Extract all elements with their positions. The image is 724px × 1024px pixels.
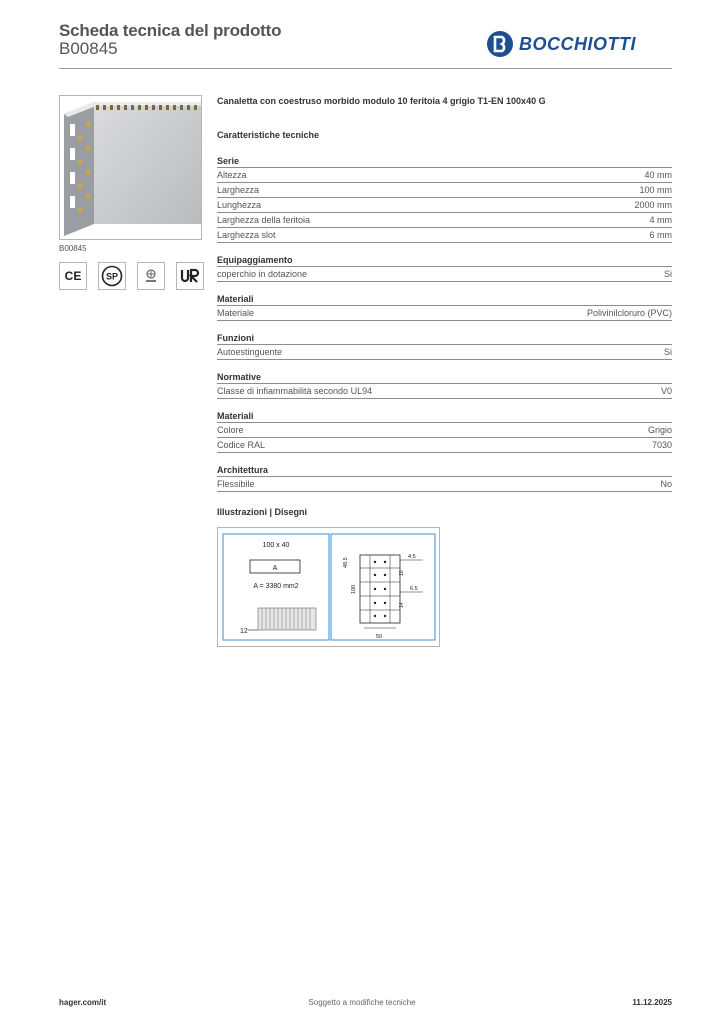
spec-value: Polivinilcloruro (PVC) bbox=[586, 308, 672, 318]
spec-label: Larghezza bbox=[217, 185, 260, 195]
spec-row bbox=[217, 423, 672, 438]
spec-row bbox=[217, 345, 672, 360]
spec-row bbox=[217, 384, 672, 399]
bottom-count-label: 12 bbox=[240, 628, 248, 635]
group-title: Materiali bbox=[217, 292, 672, 306]
spec-value: Grigio bbox=[647, 425, 672, 435]
spec-label: Classe di infiammabilità secondo UL94 bbox=[217, 386, 373, 396]
group-title: Funzioni bbox=[217, 331, 672, 345]
brand-logo bbox=[486, 29, 668, 59]
product-code: B00845 bbox=[59, 39, 118, 58]
spec-value: Si bbox=[663, 269, 672, 279]
spec-label: Materiale bbox=[217, 308, 255, 318]
dim-100-label: 100 bbox=[351, 584, 357, 594]
section-size-label: 100 x 40 bbox=[262, 542, 290, 549]
spec-label: Altezza bbox=[217, 170, 247, 180]
cert-ce-label: CE bbox=[64, 269, 82, 283]
spec-group-equipaggiamento bbox=[217, 253, 672, 282]
spec-row bbox=[217, 267, 672, 282]
spec-label: Codice RAL bbox=[217, 440, 266, 450]
group-title: Equipaggiamento bbox=[217, 253, 672, 267]
footer-website-link[interactable]: hager.com/it bbox=[59, 998, 107, 1007]
spec-group-normative bbox=[217, 370, 672, 399]
certification-marks bbox=[59, 262, 204, 290]
csa-mark-icon bbox=[98, 262, 126, 290]
spec-label: Larghezza slot bbox=[217, 230, 276, 240]
page-title: Scheda tecnica del prodotto bbox=[59, 21, 282, 40]
spec-value: 7030 bbox=[651, 440, 672, 450]
image-caption: B00845 bbox=[59, 244, 87, 253]
group-title: Serie bbox=[217, 154, 672, 168]
spec-label: coperchio in dotazione bbox=[217, 269, 308, 279]
spec-row bbox=[217, 438, 672, 453]
illustrations-heading: Illustrazioni | Disegni bbox=[217, 507, 308, 517]
dim-6-5-label: 6.5 bbox=[410, 586, 418, 592]
dim-4-5-label: 4.5 bbox=[408, 554, 416, 560]
specs-heading: Caratteristiche tecniche bbox=[217, 130, 320, 140]
spec-row bbox=[217, 168, 672, 183]
group-title: Materiali bbox=[217, 409, 672, 423]
brand-logo-icon bbox=[486, 30, 514, 58]
cable-duct-illustration bbox=[60, 96, 201, 239]
footer-date: 11.12.2025 bbox=[632, 998, 672, 1007]
spec-label: Lunghezza bbox=[217, 200, 262, 210]
spec-row bbox=[217, 183, 672, 198]
dim-14-label: 14 bbox=[399, 602, 405, 608]
spec-row bbox=[217, 213, 672, 228]
spec-group-materiali bbox=[217, 292, 672, 321]
ur-mark-icon bbox=[176, 262, 204, 290]
spec-label: Autoestinguente bbox=[217, 347, 283, 357]
dim-48-5-label: 48.5 bbox=[343, 557, 349, 568]
spec-value: 40 mm bbox=[644, 170, 672, 180]
group-title: Architettura bbox=[217, 463, 672, 477]
imq-mark-icon bbox=[137, 262, 165, 290]
spec-label: Flessibile bbox=[217, 479, 255, 489]
spec-label: Colore bbox=[217, 425, 244, 435]
ce-mark-icon bbox=[59, 262, 87, 290]
brand-name: BOCCHIOTTI bbox=[519, 33, 636, 54]
spec-value: 6 mm bbox=[649, 230, 672, 240]
spec-row bbox=[217, 228, 672, 243]
svg-text:SP: SP bbox=[105, 271, 119, 282]
spec-label: Larghezza della feritoia bbox=[217, 215, 311, 225]
spec-row bbox=[217, 198, 672, 213]
spec-group-materiali-colore bbox=[217, 409, 672, 453]
spec-group-funzioni bbox=[217, 331, 672, 360]
spec-value: 100 mm bbox=[639, 185, 672, 195]
area-label: A = 3380 mm2 bbox=[253, 583, 299, 590]
footer-notice: Soggetto a modifiche tecniche bbox=[308, 998, 416, 1007]
product-specifications bbox=[217, 96, 672, 502]
dim-10-label: 10 bbox=[399, 570, 405, 576]
dimension-drawing bbox=[218, 528, 439, 646]
spec-row bbox=[217, 477, 672, 492]
spec-value: 2000 mm bbox=[634, 200, 672, 210]
header-divider bbox=[59, 68, 672, 69]
technical-drawing bbox=[217, 527, 440, 647]
spec-value: V0 bbox=[660, 386, 672, 396]
product-image bbox=[59, 95, 202, 240]
spec-value: 4 mm bbox=[649, 215, 672, 225]
spec-value: Si bbox=[663, 347, 672, 357]
spec-value: No bbox=[660, 479, 672, 489]
product-description: Canaletta con coestruso morbido modulo 10 feritoia 4 grigio T1-EN 100x40 G bbox=[217, 96, 546, 106]
spec-group-architettura bbox=[217, 463, 672, 492]
group-title: Normative bbox=[217, 370, 672, 384]
spec-group-serie bbox=[217, 154, 672, 243]
section-letter-label: A bbox=[272, 565, 278, 572]
dim-50-label: 50 bbox=[376, 634, 383, 640]
spec-row bbox=[217, 306, 672, 321]
